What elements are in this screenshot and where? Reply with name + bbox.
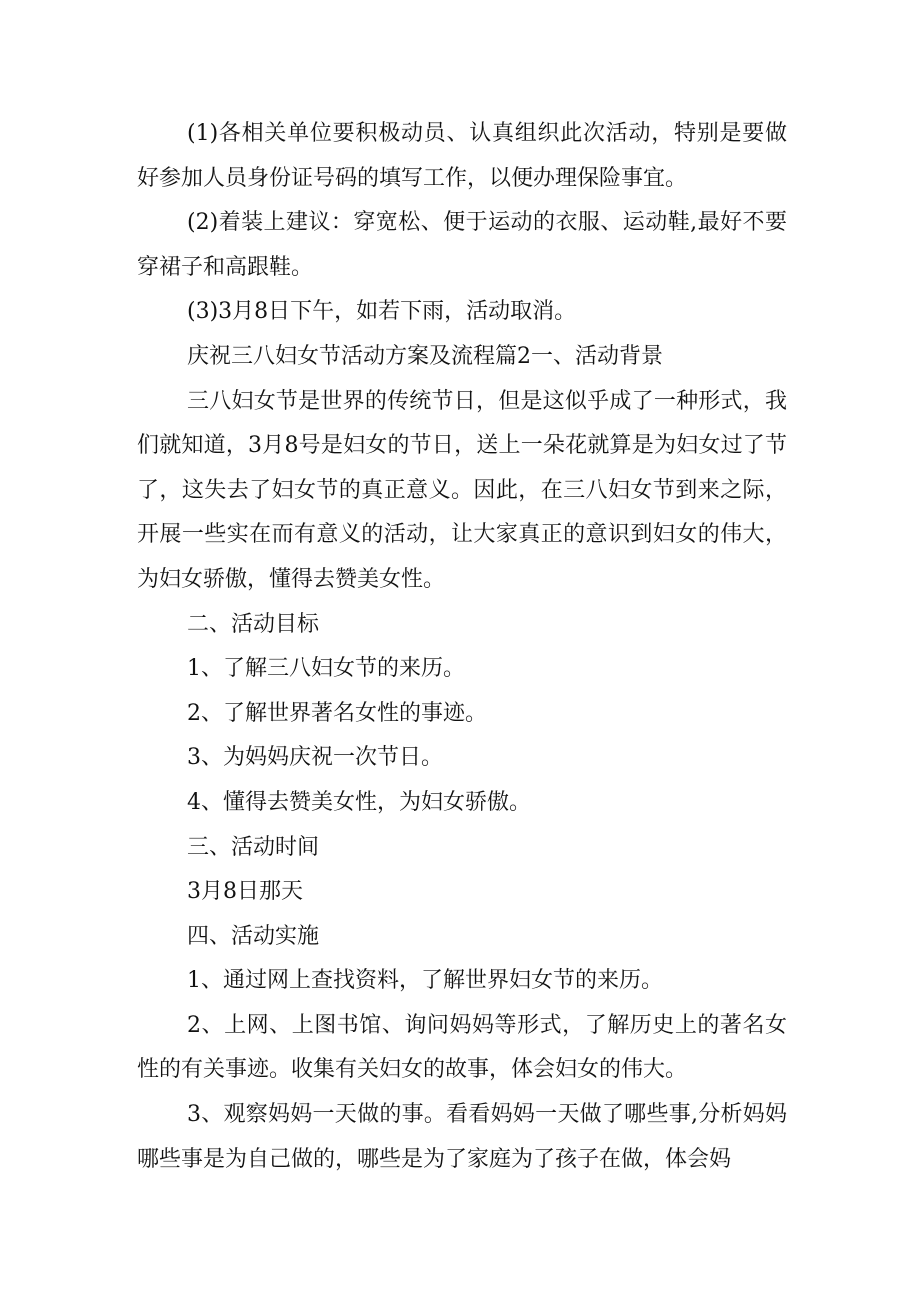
list-item-step-2: 2、上网、上图书馆、询问妈妈等形式，了解历史上的著名女性的有关事迹。收集有关妇女的故事，体会妇女的伟大。 [137,1012,787,1083]
paragraph-time: 3月8日那天 [187,879,303,905]
paragraph-note-1: (1)各相关单位要积极动员、认真组织此次活动，特别是要做好参加人员身份证号码的填写工作，以便办理保险事宜。 [137,121,787,191]
paragraph-note-2: (2)着装上建议：穿宽松、便于运动的衣服、运动鞋,最好不要穿裙子和高跟鞋。 [137,210,787,280]
paragraph-background: 三八妇女节是世界的传统节日，但是这似乎成了一种形式，我们就知道，3月8号是妇女的节日，送上一朵花就算是为妇女过了节了，这失去了妇女节的真正意义。因此，在三八妇女节到来之际，开展一些实在而有意义的活动，让大家真正的意识到妇女的伟大，为妇女骄傲，懂得去赞美女性。 [137,388,787,592]
list-item-step-3: 3、观察妈妈一天做的事。看看妈妈一天做了哪些事,分析妈妈哪些事是为自己做的，哪些是为了家庭为了孩子在做，体会妈 [137,1102,787,1172]
list-item-goal-1: 1、了解三八妇女节的来历。 [187,656,465,682]
list-item-goal-2: 2、了解世界著名女性的事迹。 [187,700,487,726]
document-body [137,112,787,1182]
heading-implementation: 四、活动实施 [187,923,320,949]
list-item-goal-4: 4、懂得去赞美女性，为妇女骄傲。 [187,789,531,815]
heading-goals: 二、活动目标 [187,611,320,637]
paragraph-note-3: (3)3月8日下午，如若下雨，活动取消。 [187,299,577,325]
section-title-plan-2: 庆祝三八妇女节活动方案及流程篇2一、活动背景 [187,343,663,369]
list-item-goal-3: 3、为妈妈庆祝一次节日。 [187,745,443,771]
heading-time: 三、活动时间 [187,834,320,860]
list-item-step-1: 1、通过网上查找资料，了解世界妇女节的来历。 [187,968,663,994]
